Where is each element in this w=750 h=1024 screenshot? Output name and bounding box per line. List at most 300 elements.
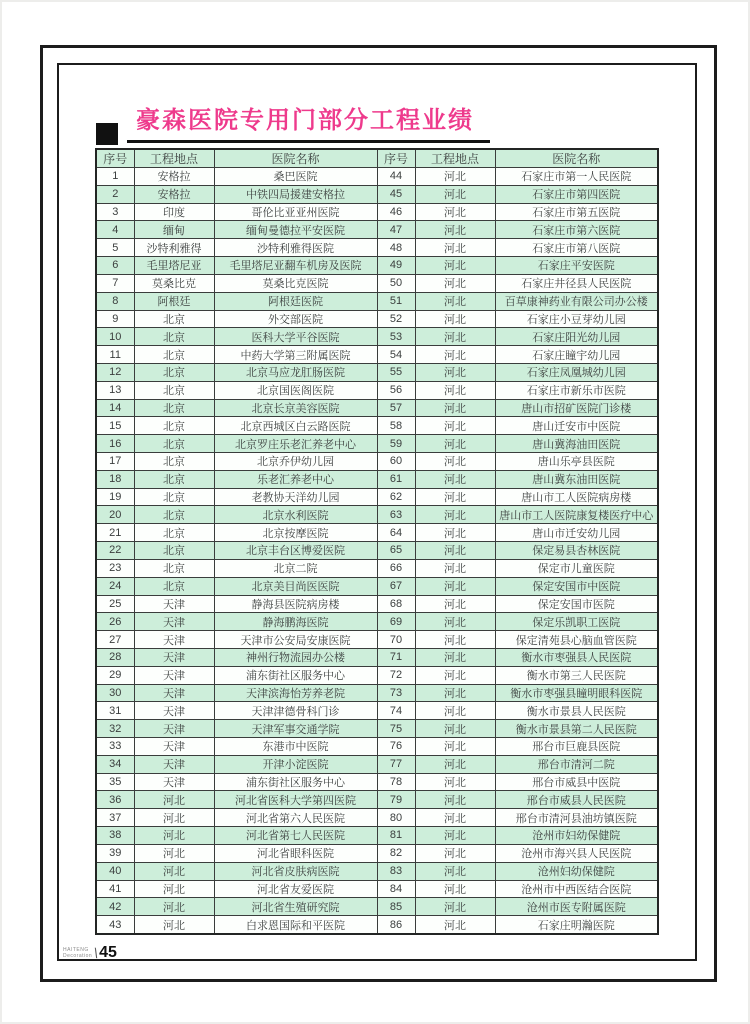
title-underline (127, 100, 490, 143)
cell-location: 天津 (134, 755, 214, 773)
cell-no: 69 (377, 613, 415, 631)
table-row (96, 239, 658, 257)
cell-location: 河北 (134, 898, 214, 916)
cell-location: 河北 (415, 328, 495, 346)
cell-hospital: 石家庄市第四医院 (495, 185, 658, 203)
table-row (96, 435, 658, 453)
page-number: 45 (99, 944, 117, 961)
cell-hospital: 石家庄井径县人民医院 (495, 274, 658, 292)
cell-no: 10 (96, 328, 134, 346)
cell-no: 61 (377, 470, 415, 488)
table-row (96, 168, 658, 186)
cell-hospital: 唐山乐亭县医院 (495, 453, 658, 471)
cell-hospital: 北京长京美容医院 (214, 399, 377, 417)
cell-hospital: 北京美目尚医医院 (214, 577, 377, 595)
cell-no: 26 (96, 613, 134, 631)
table-row (96, 844, 658, 862)
cell-hospital: 保定乐凯职工医院 (495, 613, 658, 631)
cell-location: 河北 (415, 862, 495, 880)
cell-hospital: 浦东街社区服务中心 (214, 773, 377, 791)
cell-hospital: 石家庄瞳宇幼儿园 (495, 346, 658, 364)
cell-hospital: 衡水市第三人民医院 (495, 666, 658, 684)
cell-no: 29 (96, 666, 134, 684)
table-row (96, 203, 658, 221)
cell-location: 河北 (415, 417, 495, 435)
cell-no: 14 (96, 399, 134, 417)
cell-hospital: 河北省医科大学第四医院 (214, 791, 377, 809)
cell-no: 30 (96, 684, 134, 702)
cell-location: 天津 (134, 648, 214, 666)
table-row (96, 453, 658, 471)
header-location-right: 工程地点 (415, 149, 495, 168)
cell-hospital: 唐山市迁安幼儿园 (495, 524, 658, 542)
cell-hospital: 北京罗庄乐老汇养老中心 (214, 435, 377, 453)
cell-hospital: 外交部医院 (214, 310, 377, 328)
cell-location: 河北 (415, 809, 495, 827)
cell-hospital: 邢台市威县人民医院 (495, 791, 658, 809)
cell-location: 河北 (415, 559, 495, 577)
cell-location: 北京 (134, 542, 214, 560)
cell-location: 河北 (415, 631, 495, 649)
table-row (96, 257, 658, 275)
cell-no: 84 (377, 880, 415, 898)
cell-hospital: 静海鹏海医院 (214, 613, 377, 631)
cell-hospital: 石家庄明瀚医院 (495, 916, 658, 934)
header-location-left: 工程地点 (134, 149, 214, 168)
cell-no: 8 (96, 292, 134, 310)
cell-no: 64 (377, 524, 415, 542)
cell-hospital: 唐山市工人医院康复楼医疗中心 (495, 506, 658, 524)
cell-no: 11 (96, 346, 134, 364)
cell-hospital: 沧州市中西医结合医院 (495, 880, 658, 898)
cell-location: 北京 (134, 417, 214, 435)
cell-hospital: 邢台市威县中医院 (495, 773, 658, 791)
cell-location: 河北 (415, 595, 495, 613)
cell-no: 35 (96, 773, 134, 791)
cell-hospital: 开津小淀医院 (214, 755, 377, 773)
cell-location: 河北 (415, 702, 495, 720)
cell-no: 3 (96, 203, 134, 221)
cell-location: 河北 (415, 168, 495, 186)
table-row (96, 328, 658, 346)
cell-hospital: 缅甸曼德拉平安医院 (214, 221, 377, 239)
cell-hospital: 石家庄平安医院 (495, 257, 658, 275)
cell-location: 河北 (415, 880, 495, 898)
cell-no: 4 (96, 221, 134, 239)
cell-no: 85 (377, 898, 415, 916)
cell-no: 59 (377, 435, 415, 453)
table-row (96, 631, 658, 649)
cell-hospital: 石家庄市第一人民医院 (495, 168, 658, 186)
table-row (96, 755, 658, 773)
table-row (96, 292, 658, 310)
cell-no: 18 (96, 470, 134, 488)
cell-location: 天津 (134, 684, 214, 702)
cell-location: 河北 (415, 488, 495, 506)
cell-hospital: 河北省第六人民医院 (214, 809, 377, 827)
cell-hospital: 天津滨海怡芳养老院 (214, 684, 377, 702)
table-row (96, 648, 658, 666)
cell-location: 天津 (134, 720, 214, 738)
header-hospital-left: 医院名称 (214, 149, 377, 168)
cell-no: 51 (377, 292, 415, 310)
cell-no: 40 (96, 862, 134, 880)
cell-no: 37 (96, 809, 134, 827)
cell-location: 河北 (415, 613, 495, 631)
cell-hospital: 邢台市清河县油坊镇医院 (495, 809, 658, 827)
table-row (96, 221, 658, 239)
cell-no: 52 (377, 310, 415, 328)
cell-hospital: 衡水市景县第二人民医院 (495, 720, 658, 738)
cell-location: 河北 (415, 898, 495, 916)
cell-location: 河北 (415, 346, 495, 364)
cell-hospital: 天津市公安局安康医院 (214, 631, 377, 649)
cell-hospital: 河北省第七人民医院 (214, 827, 377, 845)
cell-hospital: 医科大学平谷医院 (214, 328, 377, 346)
cell-no: 5 (96, 239, 134, 257)
cell-no: 15 (96, 417, 134, 435)
table-row (96, 862, 658, 880)
cell-hospital: 北京乔伊幼儿园 (214, 453, 377, 471)
table-row (96, 542, 658, 560)
cell-location: 河北 (134, 791, 214, 809)
table-row (96, 702, 658, 720)
cell-location: 北京 (134, 435, 214, 453)
cell-hospital: 保定易县杏林医院 (495, 542, 658, 560)
cell-hospital: 静海县医院病房楼 (214, 595, 377, 613)
cell-hospital: 天津军事交通学院 (214, 720, 377, 738)
cell-hospital: 乐老汇养老中心 (214, 470, 377, 488)
cell-no: 41 (96, 880, 134, 898)
cell-location: 天津 (134, 631, 214, 649)
cell-location: 河北 (415, 844, 495, 862)
projects-table (95, 148, 659, 935)
cell-hospital: 唐山冀海油田医院 (495, 435, 658, 453)
table-row (96, 559, 658, 577)
cell-hospital: 保定安国市医院 (495, 595, 658, 613)
cell-hospital: 东港市中医院 (214, 738, 377, 756)
cell-no: 27 (96, 631, 134, 649)
cell-no: 71 (377, 648, 415, 666)
cell-location: 北京 (134, 470, 214, 488)
cell-location: 河北 (415, 648, 495, 666)
cell-no: 38 (96, 827, 134, 845)
cell-hospital: 保定清苑县心脑血管医院 (495, 631, 658, 649)
cell-location: 河北 (415, 221, 495, 239)
cell-location: 河北 (134, 827, 214, 845)
cell-hospital: 保定安国市中医院 (495, 577, 658, 595)
cell-no: 19 (96, 488, 134, 506)
cell-hospital: 浦东街社区服务中心 (214, 666, 377, 684)
cell-hospital: 哥伦比亚亚州医院 (214, 203, 377, 221)
cell-no: 33 (96, 738, 134, 756)
cell-no: 82 (377, 844, 415, 862)
cell-no: 79 (377, 791, 415, 809)
brand-text (63, 947, 92, 959)
cell-no: 70 (377, 631, 415, 649)
cell-no: 43 (96, 916, 134, 934)
cell-hospital: 石家庄小豆芽幼儿园 (495, 310, 658, 328)
cell-location: 河北 (415, 684, 495, 702)
cell-hospital: 衡水市景县人民医院 (495, 702, 658, 720)
table-row (96, 916, 658, 934)
cell-location: 河北 (415, 524, 495, 542)
table-row (96, 738, 658, 756)
cell-hospital: 唐山迁安市中医院 (495, 417, 658, 435)
cell-hospital: 石家庄市新乐市医院 (495, 381, 658, 399)
cell-hospital: 莫桑比克医院 (214, 274, 377, 292)
cell-hospital: 唐山市招矿医院门诊楼 (495, 399, 658, 417)
cell-location: 北京 (134, 559, 214, 577)
cell-hospital: 百草康神药业有限公司办公楼 (495, 292, 658, 310)
cell-hospital: 北京国医阁医院 (214, 381, 377, 399)
cell-hospital: 北京按摩医院 (214, 524, 377, 542)
cell-no: 34 (96, 755, 134, 773)
cell-no: 49 (377, 257, 415, 275)
cell-no: 60 (377, 453, 415, 471)
cell-hospital: 衡水市枣强县人民医院 (495, 648, 658, 666)
cell-no: 6 (96, 257, 134, 275)
cell-no: 16 (96, 435, 134, 453)
cell-location: 天津 (134, 773, 214, 791)
title-square-bullet-icon (96, 123, 118, 145)
cell-no: 67 (377, 577, 415, 595)
cell-location: 河北 (134, 880, 214, 898)
table-row (96, 809, 658, 827)
cell-no: 39 (96, 844, 134, 862)
cell-location: 河北 (415, 292, 495, 310)
table-row (96, 381, 658, 399)
cell-no: 24 (96, 577, 134, 595)
cell-hospital: 河北省皮肤病医院 (214, 862, 377, 880)
brand-line2: Decoration (63, 953, 93, 959)
cell-location: 河北 (415, 435, 495, 453)
cell-location: 北京 (134, 346, 214, 364)
table-row (96, 880, 658, 898)
cell-no: 75 (377, 720, 415, 738)
table-row (96, 613, 658, 631)
cell-no: 2 (96, 185, 134, 203)
cell-hospital: 中铁四局援建安格拉 (214, 185, 377, 203)
cell-location: 天津 (134, 595, 214, 613)
cell-location: 北京 (134, 524, 214, 542)
table-row (96, 363, 658, 381)
table-header-row (96, 149, 658, 168)
cell-hospital: 石家庄市第五医院 (495, 203, 658, 221)
cell-no: 20 (96, 506, 134, 524)
cell-hospital: 沧州市海兴县人民医院 (495, 844, 658, 862)
cell-hospital: 邢台市巨鹿县医院 (495, 738, 658, 756)
header-no-right: 序号 (377, 149, 415, 168)
cell-location: 河北 (415, 755, 495, 773)
table-row (96, 417, 658, 435)
cell-hospital: 石家庄市第六医院 (495, 221, 658, 239)
cell-no: 83 (377, 862, 415, 880)
cell-hospital: 衡水市枣强县瞳明眼科医院 (495, 684, 658, 702)
cell-hospital: 河北省眼科医院 (214, 844, 377, 862)
cell-location: 北京 (134, 453, 214, 471)
cell-no: 80 (377, 809, 415, 827)
cell-hospital: 石家庄阳光幼儿园 (495, 328, 658, 346)
cell-no: 63 (377, 506, 415, 524)
cell-location: 河北 (415, 720, 495, 738)
cell-location: 北京 (134, 363, 214, 381)
cell-location: 河北 (415, 399, 495, 417)
table-row (96, 827, 658, 845)
cell-location: 河北 (415, 239, 495, 257)
cell-no: 36 (96, 791, 134, 809)
cell-location: 安格拉 (134, 168, 214, 186)
cell-location: 印度 (134, 203, 214, 221)
cell-location: 沙特利雅得 (134, 239, 214, 257)
table-row (96, 470, 658, 488)
cell-hospital: 北京马应龙肛肠医院 (214, 363, 377, 381)
cell-location: 河北 (415, 506, 495, 524)
cell-location: 河北 (134, 862, 214, 880)
header-no-left: 序号 (96, 149, 134, 168)
cell-hospital: 河北省友爱医院 (214, 880, 377, 898)
cell-no: 76 (377, 738, 415, 756)
table-row (96, 773, 658, 791)
cell-location: 北京 (134, 488, 214, 506)
cell-hospital: 桑巴医院 (214, 168, 377, 186)
cell-hospital: 石家庄凤凰城幼儿园 (495, 363, 658, 381)
cell-no: 54 (377, 346, 415, 364)
cell-location: 北京 (134, 506, 214, 524)
cell-location: 天津 (134, 738, 214, 756)
cell-hospital: 石家庄市第八医院 (495, 239, 658, 257)
cell-location: 河北 (415, 738, 495, 756)
cell-no: 66 (377, 559, 415, 577)
cell-hospital: 沧州市医专附属医院 (495, 898, 658, 916)
cell-location: 河北 (415, 773, 495, 791)
page-title-block (96, 100, 490, 143)
cell-location: 河北 (415, 310, 495, 328)
cell-location: 天津 (134, 702, 214, 720)
cell-location: 河北 (415, 916, 495, 934)
table-row (96, 399, 658, 417)
cell-hospital: 老教协天洋幼儿园 (214, 488, 377, 506)
cell-no: 9 (96, 310, 134, 328)
cell-location: 河北 (415, 203, 495, 221)
cell-hospital: 河北省生殖研究院 (214, 898, 377, 916)
cell-no: 13 (96, 381, 134, 399)
brand-line1: HAITENG (63, 947, 89, 953)
cell-no: 21 (96, 524, 134, 542)
cell-no: 68 (377, 595, 415, 613)
cell-no: 81 (377, 827, 415, 845)
cell-hospital: 北京二院 (214, 559, 377, 577)
cell-no: 78 (377, 773, 415, 791)
cell-location: 北京 (134, 577, 214, 595)
cell-hospital: 北京水利医院 (214, 506, 377, 524)
cell-hospital: 阿根廷医院 (214, 292, 377, 310)
cell-location: 河北 (415, 257, 495, 275)
cell-location: 河北 (415, 666, 495, 684)
cell-hospital: 唐山冀东油田医院 (495, 470, 658, 488)
table-row (96, 791, 658, 809)
cell-location: 北京 (134, 310, 214, 328)
cell-hospital: 保定市儿童医院 (495, 559, 658, 577)
cell-no: 1 (96, 168, 134, 186)
table-row (96, 274, 658, 292)
cell-hospital: 白求恩国际和平医院 (214, 916, 377, 934)
cell-no: 25 (96, 595, 134, 613)
table-row (96, 666, 658, 684)
cell-no: 62 (377, 488, 415, 506)
cell-no: 58 (377, 417, 415, 435)
cell-no: 77 (377, 755, 415, 773)
cell-location: 河北 (415, 274, 495, 292)
cell-no: 22 (96, 542, 134, 560)
table-row (96, 720, 658, 738)
cell-hospital: 天津津德骨科门诊 (214, 702, 377, 720)
cell-no: 42 (96, 898, 134, 916)
cell-location: 天津 (134, 666, 214, 684)
cell-no: 47 (377, 221, 415, 239)
cell-location: 河北 (415, 470, 495, 488)
cell-location: 河北 (415, 381, 495, 399)
cell-no: 7 (96, 274, 134, 292)
cell-no: 74 (377, 702, 415, 720)
cell-location: 河北 (134, 809, 214, 827)
cell-hospital: 沧州妇幼保健院 (495, 862, 658, 880)
cell-no: 65 (377, 542, 415, 560)
cell-location: 河北 (415, 577, 495, 595)
cell-hospital: 中药大学第三附属医院 (214, 346, 377, 364)
cell-location: 河北 (415, 453, 495, 471)
brand-slash-icon: \ (93, 944, 100, 962)
table-row (96, 684, 658, 702)
outer-frame (40, 45, 717, 982)
cell-no: 12 (96, 363, 134, 381)
cell-no: 17 (96, 453, 134, 471)
cell-hospital: 北京丰台区博爱医院 (214, 542, 377, 560)
cell-no: 50 (377, 274, 415, 292)
cell-no: 45 (377, 185, 415, 203)
cell-no: 56 (377, 381, 415, 399)
cell-no: 31 (96, 702, 134, 720)
cell-location: 莫桑比克 (134, 274, 214, 292)
cell-no: 48 (377, 239, 415, 257)
cell-location: 河北 (415, 827, 495, 845)
projects-table-body (96, 168, 658, 935)
page-title: 豪森医院专用门部分工程业绩 (136, 107, 474, 134)
cell-location: 缅甸 (134, 221, 214, 239)
cell-location: 北京 (134, 328, 214, 346)
cell-location: 安格拉 (134, 185, 214, 203)
cell-no: 23 (96, 559, 134, 577)
cell-location: 河北 (415, 542, 495, 560)
cell-no: 46 (377, 203, 415, 221)
cell-no: 86 (377, 916, 415, 934)
cell-location: 河北 (134, 916, 214, 934)
cell-no: 53 (377, 328, 415, 346)
cell-location: 河北 (415, 791, 495, 809)
cell-hospital: 沧州市妇幼保健院 (495, 827, 658, 845)
cell-no: 57 (377, 399, 415, 417)
header-hospital-right: 医院名称 (495, 149, 658, 168)
table-row (96, 524, 658, 542)
cell-location: 毛里塔尼亚 (134, 257, 214, 275)
cell-location: 河北 (415, 185, 495, 203)
cell-location: 北京 (134, 381, 214, 399)
cell-location: 北京 (134, 399, 214, 417)
table-row (96, 595, 658, 613)
cell-hospital: 邢台市清河二院 (495, 755, 658, 773)
cell-hospital: 北京西城区白云路医院 (214, 417, 377, 435)
publisher-brand (63, 944, 117, 962)
